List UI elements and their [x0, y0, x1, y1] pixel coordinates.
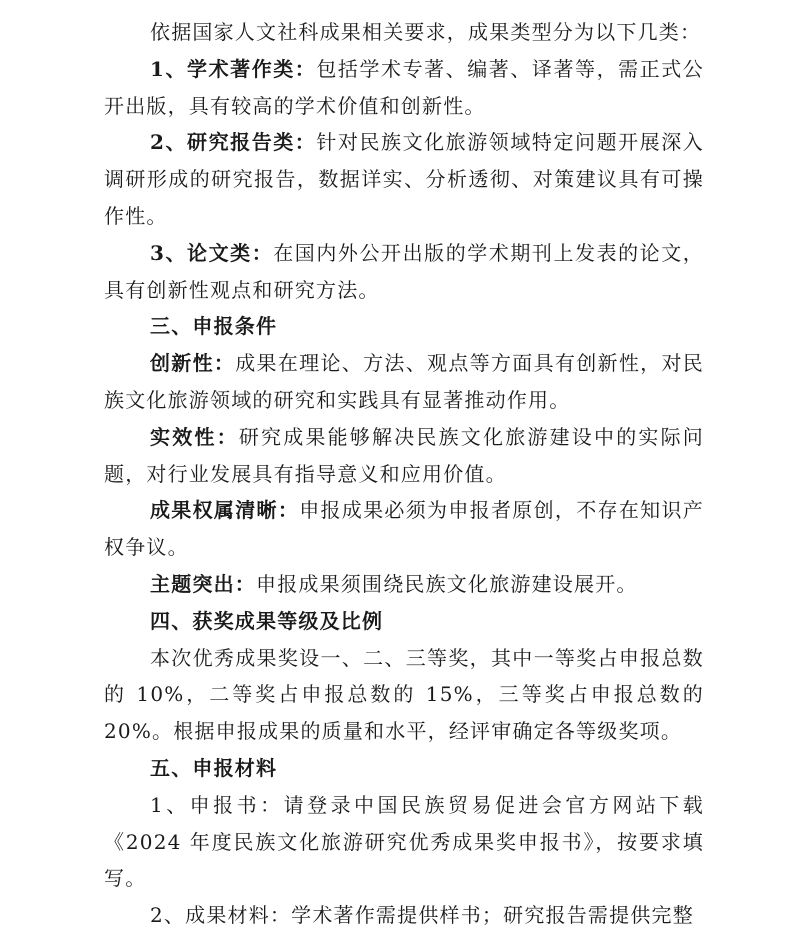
- type-term: 2、研究报告类：: [150, 130, 317, 155]
- material-item-application-form: 1、申报书：请登录中国民族贸易促进会官方网站下载《2024 年度民族文化旅游研究优秀成果奖申报书》，按要求填写。: [104, 792, 704, 891]
- condition-term: 成果权属清晰：: [150, 498, 300, 523]
- type-term: 3、论文类：: [150, 240, 274, 265]
- condition-item-innovation: [104, 345, 704, 419]
- type-text: 针对民族文化旅游领域特定问题开展深入调研形成的研究报告，数据详实、分析透彻、对策建议具有可操作性。: [104, 130, 704, 228]
- section-heading-conditions: 三、申报条件: [150, 314, 278, 339]
- type-text: 在国内外公开出版的学术期刊上发表的论文，具有创新性观点和研究方法。: [104, 240, 704, 302]
- type-item-academic-works: [104, 51, 704, 125]
- type-text: 包括学术专著、编著、译著等，需正式公开出版，具有较高的学术价值和创新性。: [104, 56, 704, 118]
- condition-term: 实效性：: [150, 424, 239, 449]
- type-item-research-reports: [104, 124, 704, 234]
- type-term: 1、学术著作类：: [150, 56, 317, 81]
- type-item-papers: [104, 235, 704, 309]
- condition-item-theme: [104, 566, 704, 603]
- condition-text: 研究成果能够解决民族文化旅游建设中的实际问题，对行业发展具有指导意义和应用价值。: [104, 424, 704, 486]
- condition-text: 申报成果须围绕民族文化旅游建设展开。: [256, 571, 638, 596]
- condition-term: 创新性：: [150, 351, 236, 376]
- condition-term: 主题突出：: [150, 571, 256, 596]
- document-body: [104, 14, 704, 934]
- condition-item-ownership: [104, 492, 704, 566]
- material-item-results: 2、成果材料：学术著作需提供样书；研究报告需提供完整: [150, 903, 694, 928]
- awards-paragraph: 本次优秀成果奖设一、二、三等奖，其中一等奖占申报总数的 10%，二等奖占申报总数的 15%，三等奖占申报总数的 20%。根据申报成果的质量和水平，经评审确定各等级奖项。: [104, 645, 704, 744]
- condition-item-effectiveness: [104, 419, 704, 493]
- section-heading-materials: 五、申报材料: [150, 755, 278, 780]
- intro-paragraph: 依据国家人文社科成果相关要求，成果类型分为以下几类：: [150, 20, 702, 44]
- condition-text: 申报成果必须为申报者原创，不存在知识产权争议。: [104, 498, 704, 560]
- condition-text: 成果在理论、方法、观点等方面具有创新性，对民族文化旅游领域的研究和实践具有显著推动作用。: [104, 351, 704, 412]
- section-heading-awards: 四、获奖成果等级及比例: [150, 608, 384, 633]
